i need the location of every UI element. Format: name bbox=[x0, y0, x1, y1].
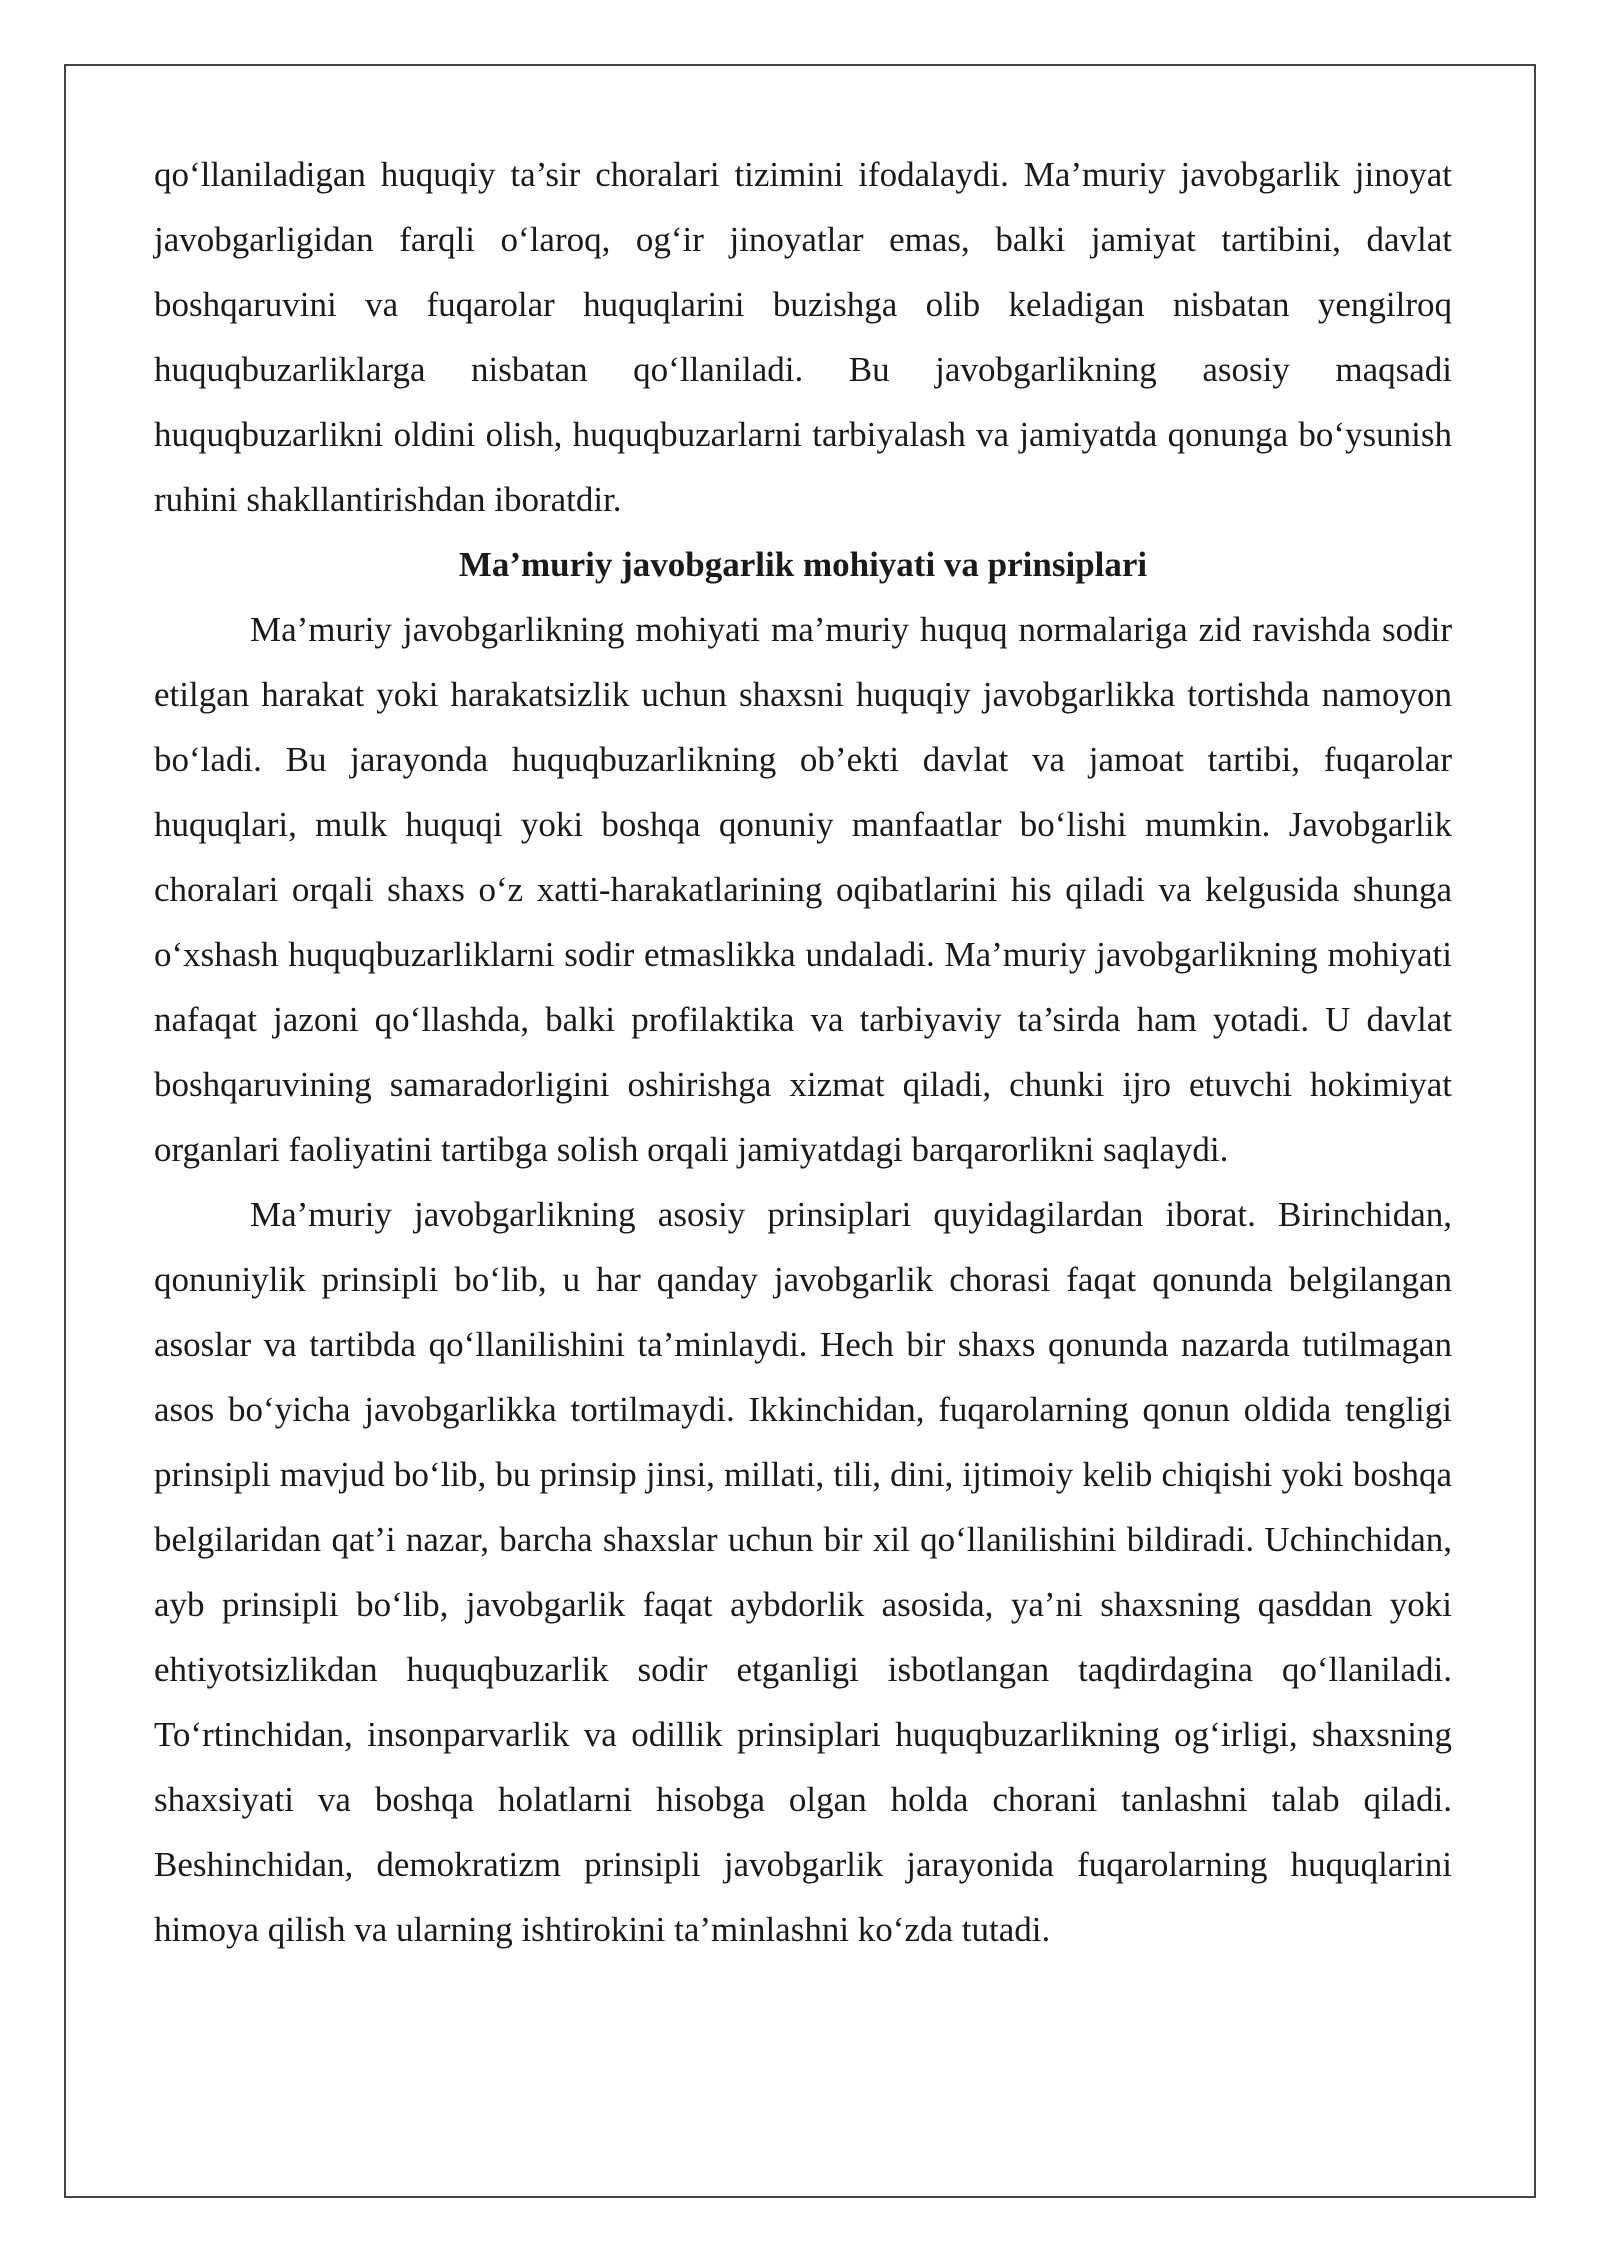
paragraph-intro: qo‘llaniladigan huquqiy ta’sir choralari tizimini ifodalaydi. Ma’muriy javobgarlik jinoyat javobgarligidan farqli o‘laroq, og‘ir jinoyatlar emas, balki jamiyat tartibini, davlat boshqaruvini va fuqarolar huquqlarini buzishga olib keladigan nisbatan yengilroq huquqbuzarliklarga nisbatan qo‘llaniladi. Bu javobgarlikning asosiy maqsadi huquqbuzarlikni oldini olish, huquqbuzarlarni tarbiyalash va jamiyatda qonunga bo‘ysunish ruhini shakllantirishdan iboratdir. bbox=[154, 155, 1452, 519]
paragraph-essence: Ma’muriy javobgarlikning mohiyati ma’muriy huquq normalariga zid ravishda sodir etilgan harakat yoki harakatsizlik uchun shaxsni huquqiy javobgarlikka tortishda namoyon bo‘ladi. Bu jarayonda huquqbuzarlikning ob’ekti davlat va jamoat tartibi, fuqarolar huquqlari, mulk huquqi yoki boshqa qonuniy manfaatlar bo‘lishi mumkin. Javobgarlik choralari orqali shaxs o‘z xatti-harakatlarining oqibatlarini his qiladi va kelgusida shunga o‘xshash huquqbuzarliklarni sodir etmaslikka undaladi. Ma’muriy javobgarlikning mohiyati nafaqat jazoni qo‘llashda, balki profilaktika va tarbiyaviy ta’sirda ham yotadi. U davlat boshqaruvining samaradorligini oshirishga xizmat qiladi, chunki ijro etuvchi hokimiyat organlari faoliyatini tartibga solish orqali jamiyatdagi barqarorlikni saqlaydi. bbox=[154, 610, 1452, 1169]
paragraph-principles: Ma’muriy javobgarlikning asosiy prinsiplari quyidagilardan iborat. Birinchidan, qonuniylik prinsipli bo‘lib, u har qanday javobgarlik chorasi faqat qonunda belgilangan asoslar va tartibda qo‘llanilishini ta’minlaydi. Hech bir shaxs qonunda nazarda tutilmagan asos bo‘yicha javobgarlikka tortilmaydi. Ikkinchidan, fuqarolarning qonun oldida tengligi prinsipli mavjud bo‘lib, bu prinsip jinsi, millati, tili, dini, ijtimoiy kelib chiqishi yoki boshqa belgilaridan qat’i nazar, barcha shaxslar uchun bir xil qo‘llanilishini bildiradi. Uchinchidan, ayb prinsipli bo‘lib, javobgarlik faqat aybdorlik asosida, ya’ni shaxsning qasddan yoki ehtiyotsizlikdan huquqbuzarlik sodir etganligi isbotlangan taqdirdagina qo‘llaniladi. To‘rtinchidan, insonparvarlik va odillik prinsiplari huquqbuzarlikning og‘irligi, shaxsning shaxsiyati va boshqa holatlarni hisobga olgan holda chorani tanlashni talab qiladi. Beshinchidan, demokratizm prinsipli javobgarlik jarayonida fuqarolarning huquqlarini himoya qilish va ularning ishtirokini ta’minlashni ko‘zda tutadi. bbox=[154, 1195, 1452, 1949]
document-body bbox=[154, 142, 1452, 1962]
section-heading: Ma’muriy javobgarlik mohiyati va prinsiplari bbox=[458, 545, 1148, 584]
